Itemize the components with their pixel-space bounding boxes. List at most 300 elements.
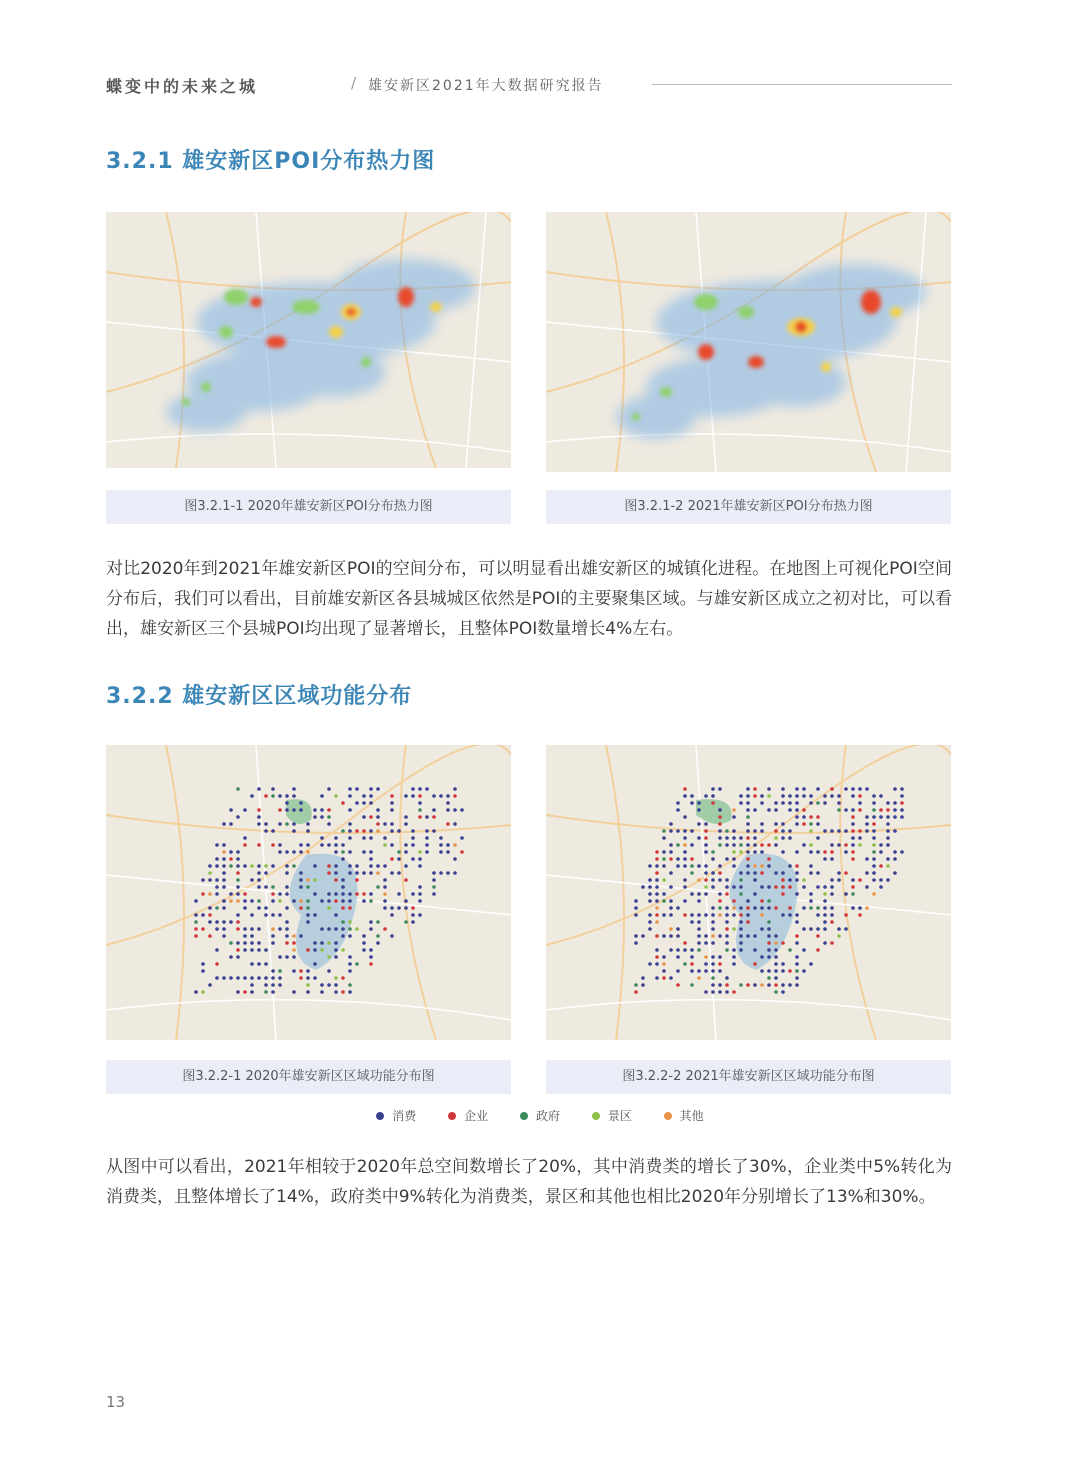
- poi-dot: [704, 822, 708, 826]
- poi-dot: [432, 878, 436, 882]
- poi-dot: [662, 878, 666, 882]
- poi-dot: [418, 857, 422, 861]
- poi-dot: [718, 955, 722, 959]
- poi-dot: [788, 801, 792, 805]
- poi-dot: [795, 983, 799, 987]
- poi-dot: [816, 948, 820, 952]
- poi-dot: [767, 857, 771, 861]
- poi-dot: [648, 878, 652, 882]
- poi-dot: [676, 857, 680, 861]
- poi-dot: [376, 885, 380, 889]
- poi-dot: [767, 794, 771, 798]
- poi-dot: [278, 913, 282, 917]
- poi-dot: [725, 990, 729, 994]
- poi-dot: [439, 843, 443, 847]
- poi-dot: [306, 885, 310, 889]
- poi-dot: [809, 801, 813, 805]
- poi-dot: [704, 829, 708, 833]
- poi-dot: [837, 871, 841, 875]
- poi-dot: [886, 815, 890, 819]
- poi-dot: [732, 955, 736, 959]
- poi-dot: [243, 934, 247, 938]
- poi-dot: [760, 850, 764, 854]
- poi-dot: [683, 815, 687, 819]
- poi-dot: [662, 899, 666, 903]
- poi-dot: [460, 850, 464, 854]
- poi-dot: [669, 976, 673, 980]
- poi-dot: [788, 983, 792, 987]
- poi-dot: [830, 906, 834, 910]
- poi-dot: [900, 850, 904, 854]
- poi-dot: [369, 801, 373, 805]
- poi-dot: [718, 836, 722, 840]
- poi-dot: [823, 899, 827, 903]
- poi-dot: [390, 829, 394, 833]
- poi-dot: [746, 857, 750, 861]
- poi-dot: [320, 843, 324, 847]
- poi-dot: [746, 934, 750, 938]
- poi-dot: [320, 948, 324, 952]
- legend-swatch: [592, 1112, 600, 1120]
- poi-dot: [390, 913, 394, 917]
- poi-dot: [425, 850, 429, 854]
- poi-dot: [767, 955, 771, 959]
- poi-dot: [215, 906, 219, 910]
- poi-dot: [739, 878, 743, 882]
- poi-dot: [285, 927, 289, 931]
- poi-dot: [900, 808, 904, 812]
- poi-dot: [746, 899, 750, 903]
- poi-dot: [858, 787, 862, 791]
- legend-swatch: [664, 1112, 672, 1120]
- poi-dot: [369, 794, 373, 798]
- poi-dot: [383, 836, 387, 840]
- poi-dot: [397, 850, 401, 854]
- poi-dot: [404, 920, 408, 924]
- poi-dot: [313, 962, 317, 966]
- poi-dot: [655, 899, 659, 903]
- poi-dot: [306, 829, 310, 833]
- poi-dot: [676, 843, 680, 847]
- poi-dot: [439, 871, 443, 875]
- poi-dot: [327, 787, 331, 791]
- poi-dot: [306, 843, 310, 847]
- poi-dot: [271, 969, 275, 973]
- poi-dot: [229, 941, 233, 945]
- poi-dot: [390, 906, 394, 910]
- body-paragraph-322: 从图中可以看出，2021年相较于2020年总空间数增长了20%，其中消费类的增长了30%，企业类中5%转化为消费类，且整体增长了14%，政府类中9%转化为消费类，景区和其他也相比2020年分别增长了13%和30%。: [106, 1157, 952, 1207]
- poi-dot: [334, 948, 338, 952]
- poi-dot: [655, 920, 659, 924]
- poi-dot: [872, 836, 876, 840]
- poi-dot: [404, 850, 408, 854]
- poi-dot: [718, 899, 722, 903]
- poi-dot: [662, 850, 666, 854]
- poi-dot: [641, 983, 645, 987]
- poi-dot: [299, 934, 303, 938]
- poi-dot: [215, 843, 219, 847]
- poi-dot: [320, 941, 324, 945]
- poi-dot: [292, 899, 296, 903]
- poi-dot: [390, 871, 394, 875]
- poi-dot: [788, 969, 792, 973]
- poi-dot: [648, 913, 652, 917]
- poi-dot: [369, 871, 373, 875]
- poi-dot: [229, 955, 233, 959]
- poi-dot: [348, 962, 352, 966]
- poi-dot: [432, 829, 436, 833]
- poi-dot: [306, 990, 310, 994]
- poi-dot: [292, 955, 296, 959]
- poi-dot: [802, 885, 806, 889]
- poi-dot: [781, 962, 785, 966]
- poi-dot: [683, 941, 687, 945]
- poi-dot: [432, 815, 436, 819]
- poi-dot: [285, 941, 289, 945]
- poi-dot: [648, 920, 652, 924]
- poi-dot: [348, 934, 352, 938]
- poi-dot: [236, 787, 240, 791]
- poi-dot: [893, 787, 897, 791]
- poi-dot: [264, 906, 268, 910]
- poi-dot: [341, 934, 345, 938]
- poi-dot: [243, 808, 247, 812]
- poi-dot: [236, 864, 240, 868]
- poi-dot: [690, 969, 694, 973]
- poi-dot: [690, 794, 694, 798]
- poi-dot: [711, 885, 715, 889]
- poi-dot: [278, 899, 282, 903]
- poi-dot: [746, 871, 750, 875]
- poi-dot: [271, 976, 275, 980]
- poi-dot: [774, 843, 778, 847]
- poi-dot: [879, 815, 883, 819]
- poi-dot: [264, 822, 268, 826]
- poi-dot: [795, 934, 799, 938]
- poi-dot: [732, 927, 736, 931]
- poi-dot: [285, 850, 289, 854]
- poi-dot: [788, 878, 792, 882]
- poi-dot: [250, 962, 254, 966]
- poi-dot: [746, 913, 750, 917]
- poi-dot: [872, 822, 876, 826]
- poi-dot: [257, 941, 261, 945]
- poi-dot: [823, 941, 827, 945]
- poi-dot: [865, 787, 869, 791]
- poi-dot: [753, 829, 757, 833]
- poi-dot: [795, 850, 799, 854]
- poi-dot: [306, 850, 310, 854]
- poi-dot: [243, 976, 247, 980]
- poi-dot: [893, 850, 897, 854]
- poi-dot: [348, 864, 352, 868]
- poi-dot: [851, 829, 855, 833]
- poi-dot: [425, 829, 429, 833]
- poi-dot: [313, 948, 317, 952]
- poi-dot: [648, 885, 652, 889]
- poi-dot: [676, 829, 680, 833]
- poi-dot: [362, 941, 366, 945]
- poi-dot: [383, 906, 387, 910]
- poi-dot: [725, 892, 729, 896]
- poi-dot: [320, 836, 324, 840]
- legend-item-consumption: [376, 1107, 416, 1124]
- poi-dot: [879, 864, 883, 868]
- poi-dot: [215, 892, 219, 896]
- poi-dot: [271, 899, 275, 903]
- poi-dot: [404, 794, 408, 798]
- poi-dot: [718, 878, 722, 882]
- poi-dot: [823, 892, 827, 896]
- poi-dot: [676, 948, 680, 952]
- poi-dot: [690, 857, 694, 861]
- poi-dot: [655, 885, 659, 889]
- poi-dot: [816, 815, 820, 819]
- poi-dot: [704, 913, 708, 917]
- poi-dot: [362, 899, 366, 903]
- poi-dot: [781, 983, 785, 987]
- poi-dot: [271, 892, 275, 896]
- poi-dot: [662, 969, 666, 973]
- poi-dot: [676, 955, 680, 959]
- poi-dot: [376, 815, 380, 819]
- poi-dot: [732, 815, 736, 819]
- poi-dot: [718, 808, 722, 812]
- poi-dot: [341, 976, 345, 980]
- poi-dot: [704, 892, 708, 896]
- poi-dot: [348, 955, 352, 959]
- poi-dot: [376, 920, 380, 924]
- poi-dot: [341, 829, 345, 833]
- poi-dot: [893, 815, 897, 819]
- poi-dot: [718, 983, 722, 987]
- poi-dot: [334, 850, 338, 854]
- poi-dot: [250, 948, 254, 952]
- poi-dot: [306, 969, 310, 973]
- poi-dot: [788, 948, 792, 952]
- poi-dot: [236, 948, 240, 952]
- poi-dot: [257, 864, 261, 868]
- legend-label: 企业: [464, 1109, 489, 1123]
- poi-dot: [313, 892, 317, 896]
- poi-dot: [851, 787, 855, 791]
- poi-dot: [746, 808, 750, 812]
- poi-dot: [697, 920, 701, 924]
- poi-dot: [425, 815, 429, 819]
- poi-dot: [236, 976, 240, 980]
- poi-dot: [683, 850, 687, 854]
- poi-dot: [795, 864, 799, 868]
- poi-dot: [348, 920, 352, 924]
- poi-dot: [746, 801, 750, 805]
- poi-dot: [886, 801, 890, 805]
- poi-dot: [795, 801, 799, 805]
- poi-dot: [725, 857, 729, 861]
- poi-dot: [236, 857, 240, 861]
- poi-dot: [823, 913, 827, 917]
- poi-dot: [760, 843, 764, 847]
- poi-dot: [690, 864, 694, 868]
- poi-dot: [390, 801, 394, 805]
- poi-dot: [725, 948, 729, 952]
- poi-dot: [327, 983, 331, 987]
- poi-dot: [683, 829, 687, 833]
- poi-dot: [844, 927, 848, 931]
- poi-dot: [893, 829, 897, 833]
- poi-dot: [900, 787, 904, 791]
- poi-dot: [285, 801, 289, 805]
- poi-dot: [697, 969, 701, 973]
- poi-dot: [872, 801, 876, 805]
- poi-dot: [222, 843, 226, 847]
- poi-dot: [732, 948, 736, 952]
- poi-dot: [648, 962, 652, 966]
- poi-dot: [683, 857, 687, 861]
- poi-dot: [760, 969, 764, 973]
- poi-dot: [655, 878, 659, 882]
- poi-dot: [760, 864, 764, 868]
- poi-dot: [711, 850, 715, 854]
- poi-dot: [893, 871, 897, 875]
- poi-dot: [893, 801, 897, 805]
- poi-dot: [683, 787, 687, 791]
- poi-dot: [816, 836, 820, 840]
- poi-dot: [390, 822, 394, 826]
- poi-dot: [718, 892, 722, 896]
- poi-dot: [830, 941, 834, 945]
- poi-dot: [194, 990, 198, 994]
- poi-dot: [292, 850, 296, 854]
- poi-dot: [823, 857, 827, 861]
- poi-dot: [306, 913, 310, 917]
- poi-dot: [844, 843, 848, 847]
- poi-dot: [418, 801, 422, 805]
- function-map-2021: [546, 745, 951, 1040]
- poi-dot: [397, 857, 401, 861]
- poi-dot: [208, 892, 212, 896]
- poi-dot: [355, 892, 359, 896]
- poi-dot: [194, 927, 198, 931]
- poi-dot: [718, 990, 722, 994]
- poi-dot: [334, 990, 338, 994]
- poi-dot: [243, 892, 247, 896]
- poi-dot: [390, 794, 394, 798]
- poi-dot: [390, 808, 394, 812]
- poi-dot: [362, 801, 366, 805]
- poi-dot: [830, 878, 834, 882]
- poi-dot: [229, 850, 233, 854]
- poi-dot: [369, 829, 373, 833]
- poi-dot: [411, 892, 415, 896]
- poi-dot: [292, 864, 296, 868]
- heatmap-2020: [106, 212, 511, 468]
- poi-dot: [767, 864, 771, 868]
- poi-dot: [690, 962, 694, 966]
- poi-dot: [732, 850, 736, 854]
- poi-dot: [208, 906, 212, 910]
- poi-dot: [194, 920, 198, 924]
- poi-dot: [788, 906, 792, 910]
- poi-dot: [264, 948, 268, 952]
- poi-dot: [243, 899, 247, 903]
- poi-dot: [886, 864, 890, 868]
- poi-dot: [243, 906, 247, 910]
- poi-dot: [872, 808, 876, 812]
- poi-dot: [851, 878, 855, 882]
- poi-dot: [222, 934, 226, 938]
- poi-dot: [648, 899, 652, 903]
- figure-caption-321-1: 图3.2.1-1 2020年雄安新区POI分布热力图: [106, 490, 511, 524]
- poi-dot: [718, 864, 722, 868]
- poi-dot: [327, 955, 331, 959]
- poi-dot: [306, 920, 310, 924]
- poi-dot: [781, 801, 785, 805]
- poi-dot: [816, 885, 820, 889]
- poi-dot: [781, 829, 785, 833]
- poi-dot: [215, 976, 219, 980]
- poi-dot: [201, 927, 205, 931]
- poi-dot: [215, 885, 219, 889]
- poi-dot: [271, 794, 275, 798]
- poi-dot: [306, 983, 310, 987]
- poi-dot: [844, 892, 848, 896]
- poi-dot: [711, 941, 715, 945]
- poi-dot: [222, 927, 226, 931]
- poi-dot: [285, 794, 289, 798]
- poi-dot: [257, 976, 261, 980]
- poi-dot: [278, 850, 282, 854]
- poi-dot: [376, 822, 380, 826]
- figure-caption-322-1: 图3.2.2-1 2020年雄安新区区域功能分布图: [106, 1060, 511, 1094]
- poi-dot: [851, 822, 855, 826]
- poi-dot: [802, 906, 806, 910]
- poi-dot: [676, 983, 680, 987]
- poi-dot: [795, 976, 799, 980]
- poi-dot: [369, 850, 373, 854]
- poi-dot: [404, 906, 408, 910]
- poi-dot: [250, 864, 254, 868]
- poi-dot: [243, 948, 247, 952]
- poi-dot: [711, 871, 715, 875]
- poi-dot: [830, 843, 834, 847]
- poi-dot: [837, 927, 841, 931]
- poi-dot: [774, 829, 778, 833]
- poi-dot: [830, 885, 834, 889]
- poi-dot: [278, 822, 282, 826]
- legend-label: 景区: [607, 1109, 632, 1123]
- poi-dot: [285, 934, 289, 938]
- poi-dot: [760, 899, 764, 903]
- poi-dot: [243, 927, 247, 931]
- poi-dot: [669, 927, 673, 931]
- poi-dot: [348, 906, 352, 910]
- poi-dot: [704, 885, 708, 889]
- poi-dot: [851, 857, 855, 861]
- poi-dot: [795, 962, 799, 966]
- poi-dot: [809, 962, 813, 966]
- poi-dot: [732, 808, 736, 812]
- poi-dot: [788, 885, 792, 889]
- poi-dot: [418, 808, 422, 812]
- poi-dot: [264, 885, 268, 889]
- poi-dot: [390, 843, 394, 847]
- poi-dot: [802, 822, 806, 826]
- poi-dot: [711, 801, 715, 805]
- poi-dot: [802, 927, 806, 931]
- poi-dot: [739, 983, 743, 987]
- poi-dot: [669, 829, 673, 833]
- poi-dot: [704, 850, 708, 854]
